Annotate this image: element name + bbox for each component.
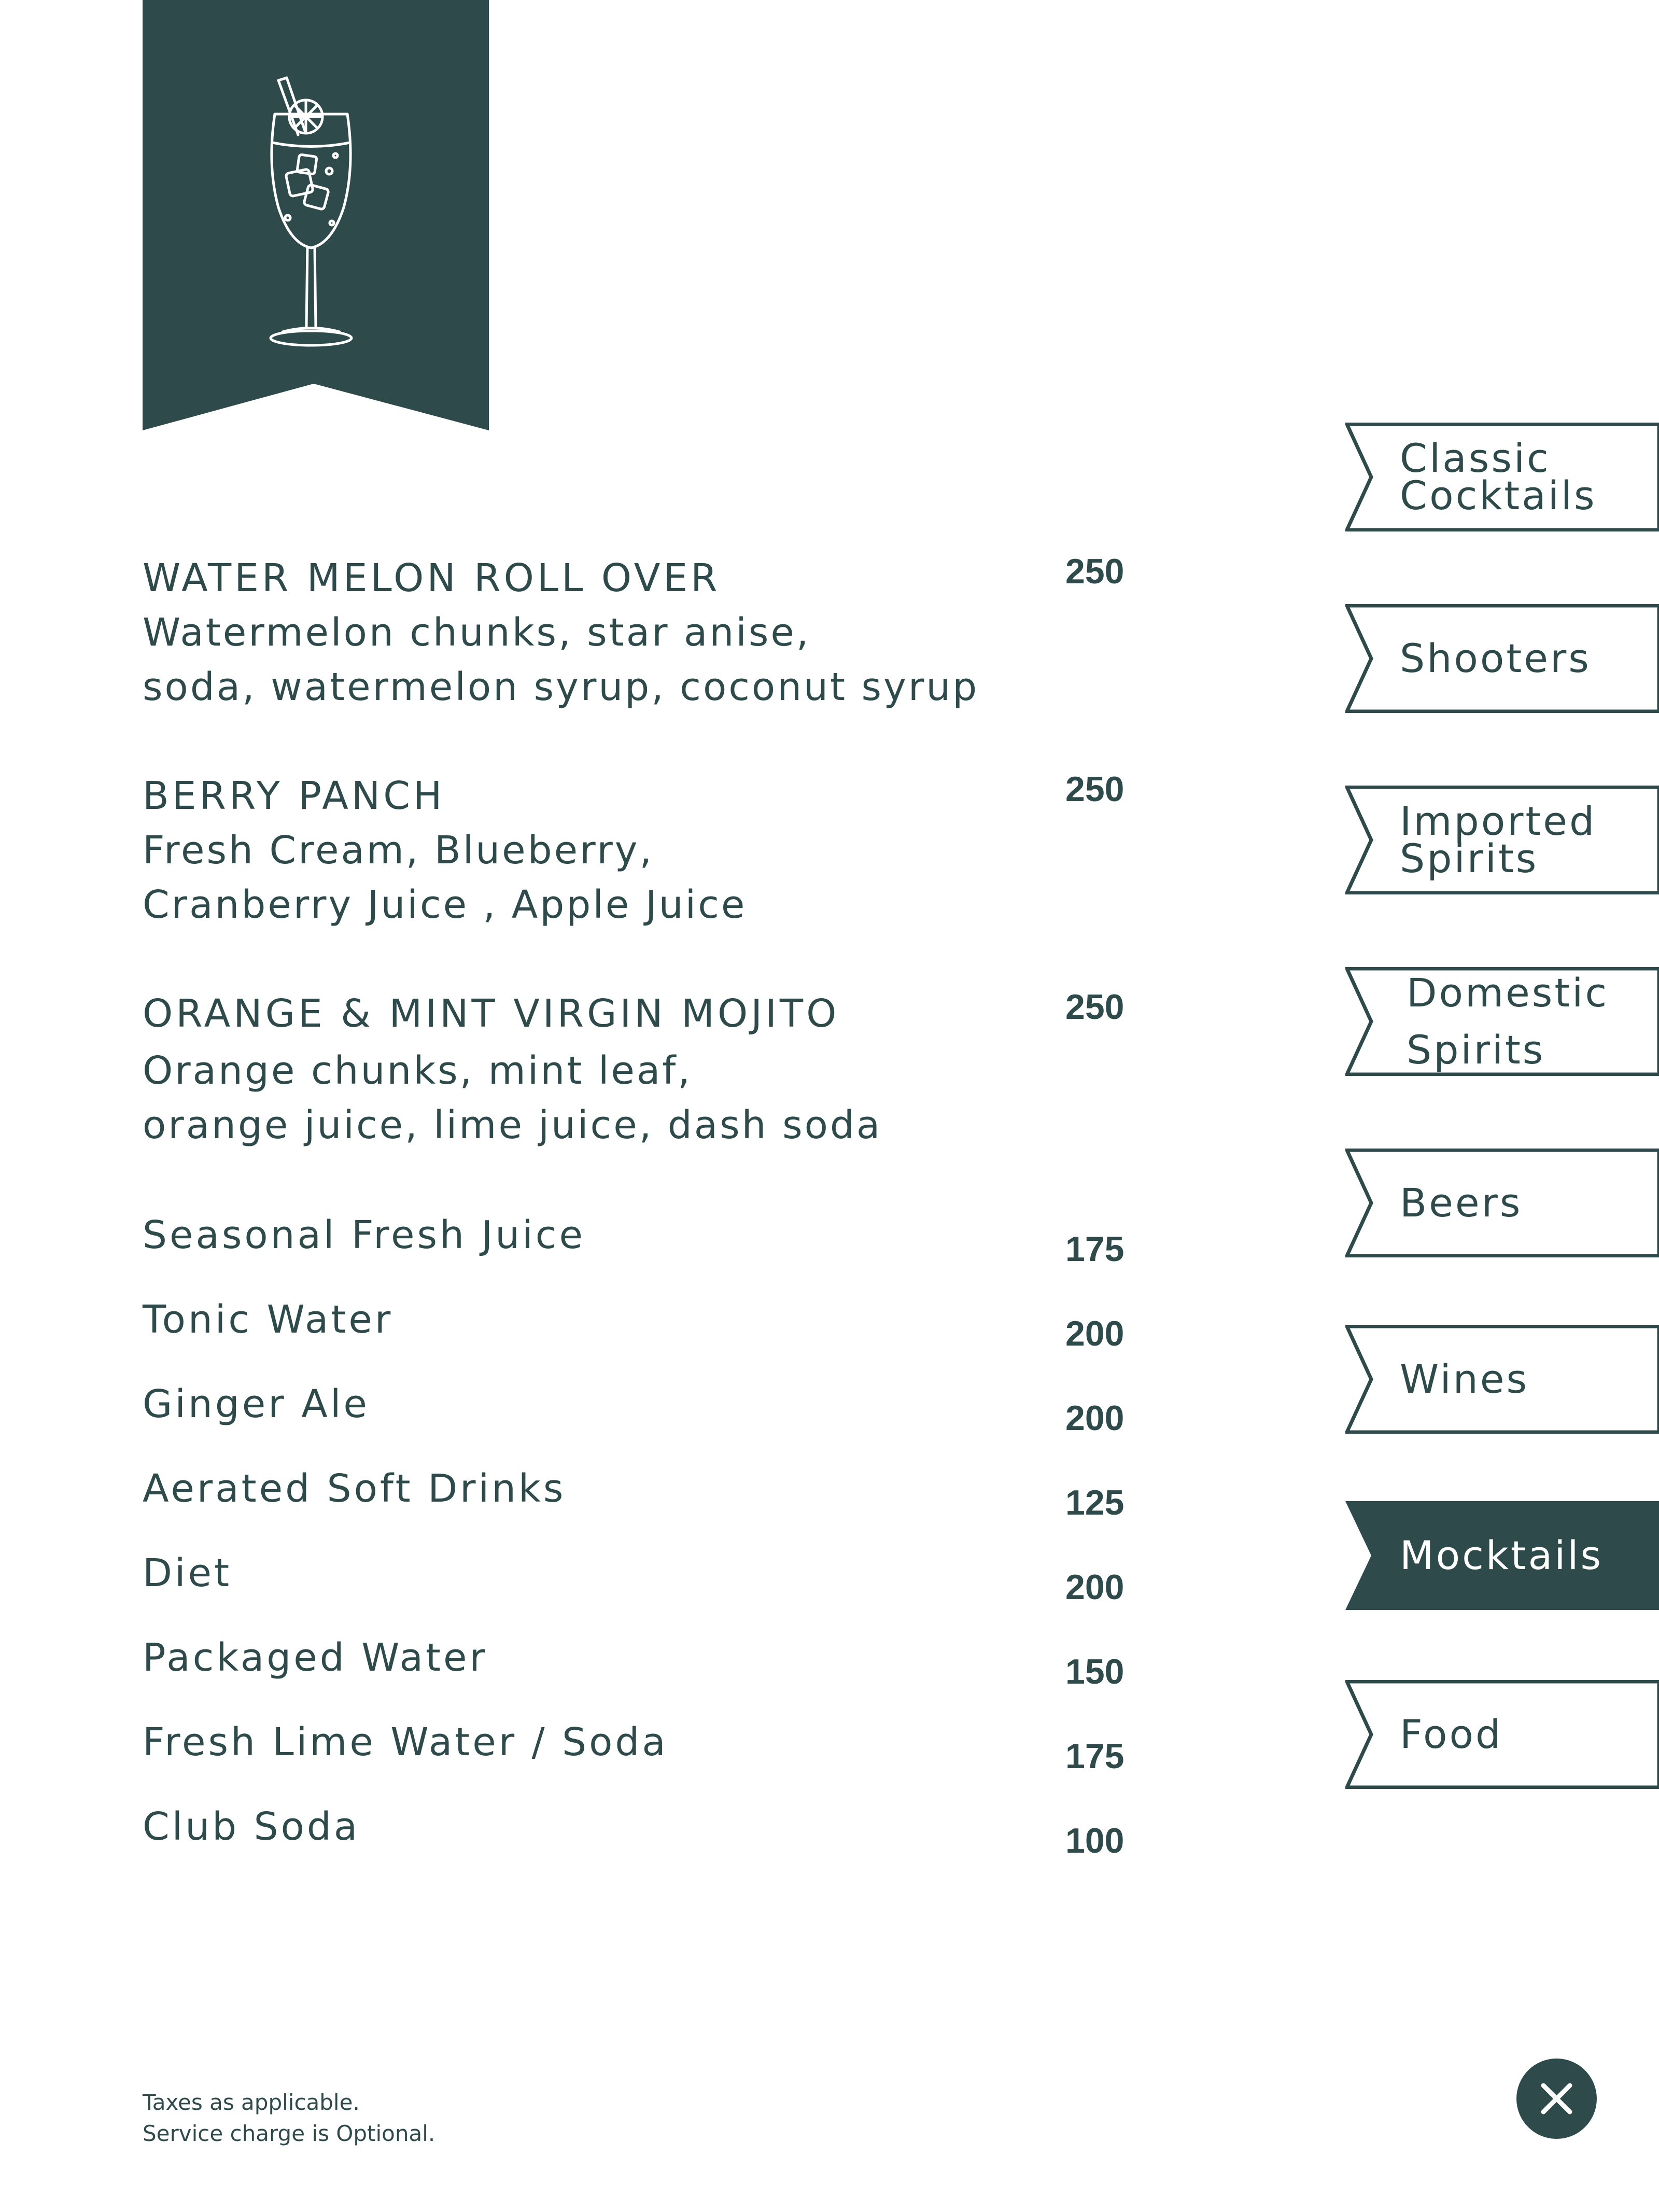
item-price: 200 xyxy=(1065,1398,1124,1438)
tab-food[interactable] xyxy=(1345,1680,1659,1789)
tab-shooters[interactable] xyxy=(1345,604,1659,713)
tab-wines[interactable] xyxy=(1345,1325,1659,1434)
tab-label: Imported Spirits xyxy=(1400,797,1597,881)
item-name: Tonic Water xyxy=(143,1297,393,1342)
close-icon xyxy=(1516,2059,1597,2139)
item-price: 175 xyxy=(1065,1737,1124,1776)
item-description: Cranberry Juice , Apple Juice xyxy=(143,883,747,927)
item-price: 175 xyxy=(1065,1229,1124,1269)
service-charge-note: Service charge is Optional. xyxy=(143,2121,435,2146)
item-price: 250 xyxy=(1065,552,1124,591)
item-description: Orange chunks, mint leaf, xyxy=(143,1048,692,1093)
taxes-note: Taxes as applicable. xyxy=(143,2090,360,2115)
item-description: Watermelon chunks, star anise, xyxy=(143,610,811,655)
item-price: 125 xyxy=(1065,1483,1124,1522)
item-name: Aerated Soft Drinks xyxy=(143,1466,566,1511)
tab-label: Shooters xyxy=(1400,635,1591,681)
item-name: Ginger Ale xyxy=(143,1382,370,1426)
tab-imported-spirits[interactable] xyxy=(1345,786,1659,894)
header-ribbon xyxy=(143,0,489,430)
tab-mocktails[interactable] xyxy=(1345,1501,1659,1610)
item-price: 150 xyxy=(1065,1652,1124,1691)
tab-label: Domestic Spirits xyxy=(1407,969,1609,1073)
item-name: ORANGE & MINT VIRGIN MOJITO xyxy=(143,991,840,1036)
tab-domestic-spirits[interactable] xyxy=(1345,967,1659,1076)
item-price: 250 xyxy=(1065,769,1124,809)
item-price: 250 xyxy=(1065,987,1124,1027)
item-description: Fresh Cream, Blueberry, xyxy=(143,828,654,873)
item-name: BERRY PANCH xyxy=(143,774,445,818)
item-price: 100 xyxy=(1065,1821,1124,1860)
footer-note xyxy=(143,2087,435,2149)
item-name: Club Soda xyxy=(143,1804,360,1849)
item-price: 200 xyxy=(1065,1314,1124,1353)
item-name: Fresh Lime Water / Soda xyxy=(143,1720,668,1765)
item-name: Seasonal Fresh Juice xyxy=(143,1213,585,1257)
close-button[interactable] xyxy=(1516,2059,1597,2139)
item-name: Diet xyxy=(143,1551,232,1595)
tab-classic-cocktails[interactable] xyxy=(1345,423,1659,531)
item-name: WATER MELON ROLL OVER xyxy=(143,556,721,600)
item-description: orange juice, lime juice, dash soda xyxy=(143,1103,882,1147)
item-name: Packaged Water xyxy=(143,1635,488,1680)
ribbon-shape xyxy=(143,0,489,430)
tab-label: Food xyxy=(1400,1711,1503,1757)
tab-label: Wines xyxy=(1400,1355,1529,1402)
item-price: 200 xyxy=(1065,1567,1124,1607)
tab-label: Beers xyxy=(1400,1179,1523,1226)
tab-beers[interactable] xyxy=(1345,1149,1659,1257)
tab-label: Classic Cocktails xyxy=(1400,435,1597,519)
tab-label: Mocktails xyxy=(1400,1532,1604,1578)
item-description: soda, watermelon syrup, coconut syrup xyxy=(143,665,979,709)
